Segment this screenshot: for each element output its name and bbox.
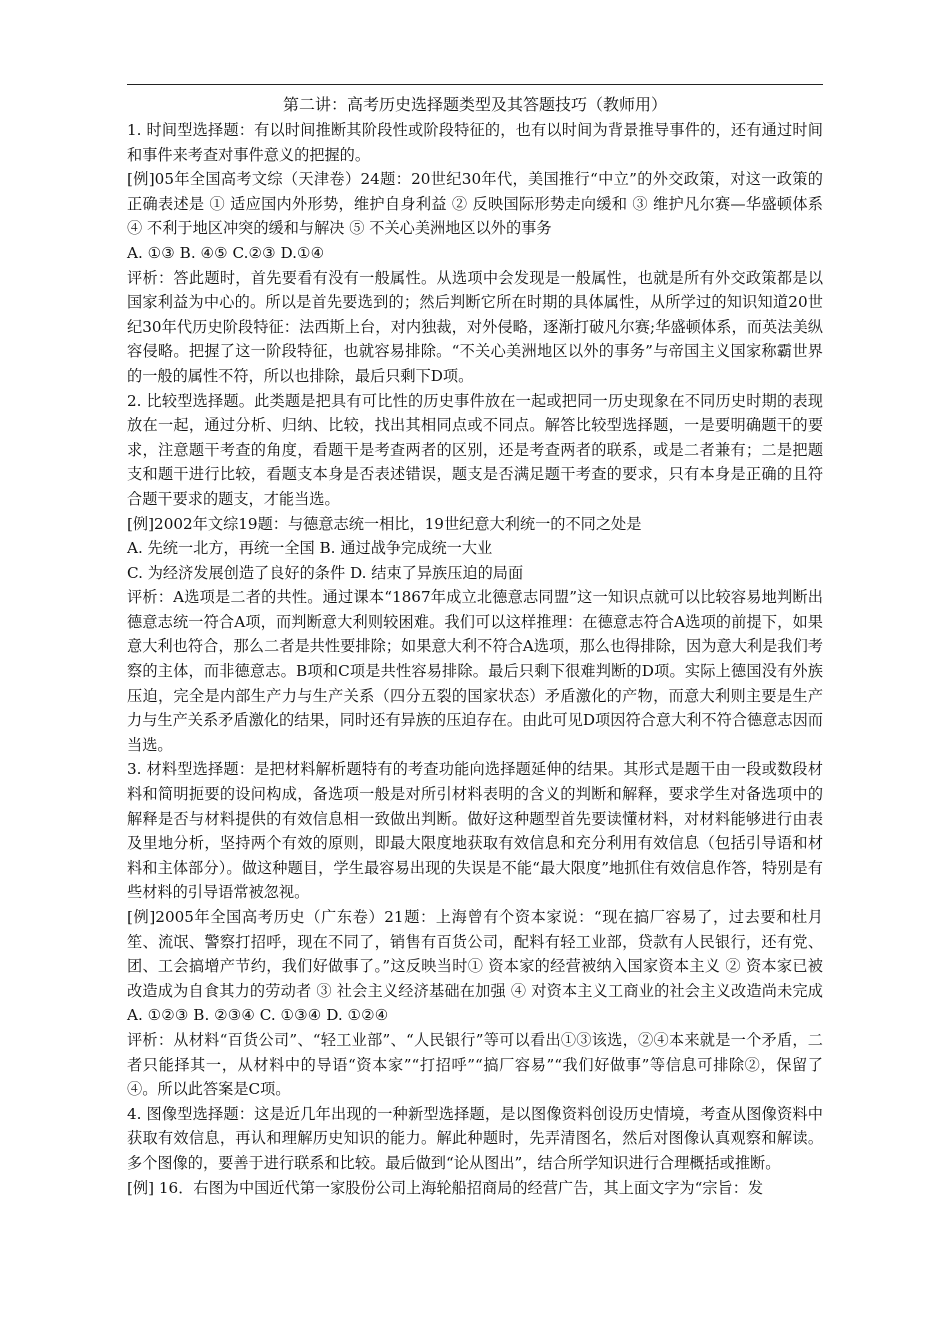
paragraph-options-1: A. ①③ B. ④⑤ C.②③ D.①④: [127, 243, 325, 262]
paragraph-analysis-2: 评析：A选项是二者的共性。通过课本“1867年成立北德意志同盟”这一知识点就可以比较容易地判断出德意志统一符合A项，而判断意大利则较困难。我们可以这样推理：在德意志符合A选项的前提下，如果意大利也符合，那么二者是共性要排除；如果意大利不符合A选项，那么也得排除，因为意大利是我们考察的主体，而非德意志。B项和C项是共性容易排除。最后只剩下很难判断的D项。实际上德国没有外族压迫，完全是内部生产力与生产关系（四分五裂的国家状态）矛盾激化的产物，而意大利则主要是生产力与生产关系矛盾激化的结果，同时还有异族的压迫存在。由此可见D项因符合意大利不符合德意志因而当选。: [127, 588, 823, 754]
paragraph-time-type: 1. 时间型选择题：有以时间推断其阶段性或阶段特征的，也有以时间为背景推导事件的，还有通过时间和事件来考查对事件意义的把握的。: [127, 121, 823, 164]
document-title: 第二讲：高考历史选择题类型及其答题技巧（教师用）: [282, 95, 667, 114]
paragraph-analysis-1: 评析：答此题时，首先要看有没有一般属性。从选项中会发现是一般属性，也就是所有外交政策都是以国家利益为中心的。所以是首先要选到的；然后判断它所在时期的具体属性，从所学过的知识知道20世纪30年代历史阶段特征：法西斯上台，对内独裁，对外侵略，逐渐打破凡尔赛;华盛顿体系，而英法美纵容侵略。把握了这一阶段特征，也就容易排除。“不关心美洲地区以外的事务”与帝国主义国家称霸世界的一般的属性不符，所以也排除，最后只剩下D项。: [127, 268, 823, 385]
document-body: [127, 92, 823, 1200]
paragraph-example-4: [例] 16．右图为中国近代第一家股份公司上海轮船招商局的经营广告，其上面文字为“宗旨：发: [127, 1178, 764, 1197]
paragraph-example-2: [例]2002年文综19题：与德意志统一相比，19世纪意大利统一的不同之处是: [127, 514, 642, 533]
paragraph-options-2b: C. 为经济发展创造了良好的条件 D. 结束了异族压迫的局面: [127, 563, 524, 582]
paragraph-example-3: [例]2005年全国高考历史（广东卷）21题：上海曾有个资本家说：“现在搞厂容易了，过去要和杜月笙、流氓、警察打招呼，现在不同了，销售有百货公司，配料有轻工业部，贷款有人民银行，还有党、团、工会搞增产节约，我们好做事了。”这反映当时① 资本家的经营被纳入国家资本主义 ② 资本家已被改造成为自食其力的劳动者 ③ 社会主义经济基础在加强 ④ 对资本主义工商业的社会主义改造尚未完成 A. ①②③ B. ②③④ C. ①③④ D. ①②④: [127, 908, 823, 1025]
header-rule: [127, 84, 823, 85]
paragraph-options-2a: A. 先统一北方，再统一全国 B. 通过战争完成统一大业: [127, 539, 493, 558]
paragraph-comparison-type: 2. 比较型选择题。此类题是把具有可比性的历史事件放在一起或把同一历史现象在不同历史时期的表现放在一起，通过分析、归纳、比较，找出其相同点或不同点。解答比较型选择题，一是要明确题干的要求，注意题干考查的角度，看题干是考查两者的区别，还是考查两者的联系，或是二者兼有；二是把题支和题干进行比较，看题支本身是否表述错误，题支是否满足题干考查的要求，只有本身是正确的且符合题干要求的题支，才能当选。: [127, 391, 823, 508]
paragraph-image-type: 4. 图像型选择题：这是近几年出现的一种新型选择题，是以图像资料创设历史情境，考查从图像资料中获取有效信息，再认和理解历史知识的能力。解此种题时，先弄清图名，然后对图像认真观察和解读。多个图像的，要善于进行联系和比较。最后做到“论从图出”，结合所学知识进行合理概括或推断。: [127, 1104, 823, 1172]
paragraph-example-1: [例]05年全国高考文综（天津卷）24题：20世纪30年代，美国推行“中立”的外交政策，对这一政策的正确表述是 ① 适应国内外形势，维护自身利益 ② 反映国际形势走向缓和 ③ 维护凡尔赛—华盛顿体系 ④ 不利于地区冲突的缓和与解决 ⑤ 不关心美洲地区以外的事务: [127, 170, 823, 238]
paragraph-material-type: 3. 材料型选择题：是把材料解析题特有的考查功能向选择题延伸的结果。其形式是题干由一段或数段材料和简明扼要的设问构成，备选项一般是对所引材料表明的含义的判断和解释，要求学生对备选项中的解释是否与材料提供的有效信息相一致做出判断。做好这种题型首先要读懂材料，对材料能够进行由表及里地分析，坚持两个有效的原则，即最大限度地获取有效信息和充分利用有效信息（包括引导语和材料和主体部分）。做这种题目，学生最容易出现的失误是不能“最大限度”地抓住有效信息作答，特别是有些材料的引导语常被忽视。: [127, 760, 823, 902]
paragraph-analysis-3: 评析：从材料“百货公司”、“轻工业部”、“人民银行”等可以看出①③该选，②④本来就是一个矛盾，二者只能择其一，从材料中的导语“资本家”“打招呼”“搞厂容易”“我们好做事”等信息可排除②，保留了④。所以此答案是C项。: [127, 1030, 823, 1099]
